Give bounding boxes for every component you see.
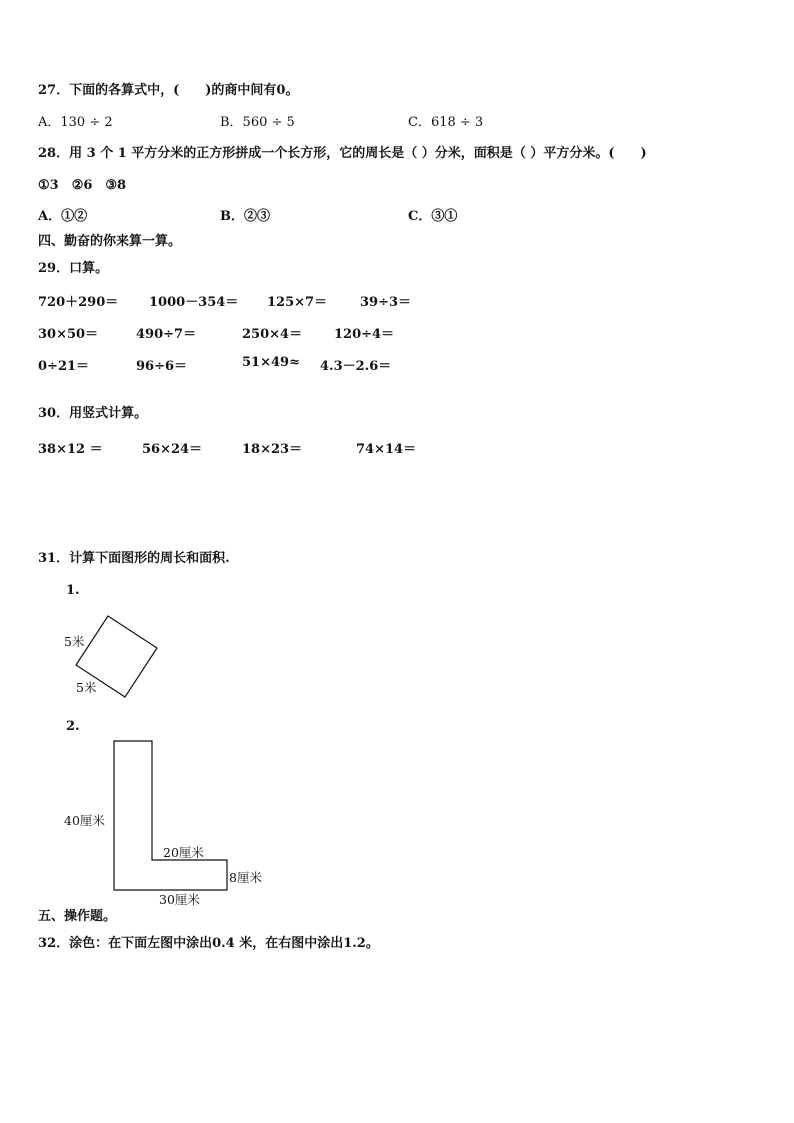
mental-math-item: 250×4＝ <box>242 327 303 342</box>
section5-heading: 五、操作题。 <box>38 909 117 924</box>
l-shape-figure <box>114 741 227 890</box>
vertical-calc-item: 18×23＝ <box>242 442 303 457</box>
mental-math-item: 51×49≈ <box>242 355 300 370</box>
q32-stem: 32．涂色：在下面左图中涂出0.4 米，在右图中涂出1.2。 <box>38 936 379 951</box>
q28-choices: ①3 ②6 ③8 <box>38 178 127 193</box>
l-shape-label-bottom: 30厘米 <box>159 892 200 907</box>
mental-math-item: 490÷7＝ <box>136 327 197 342</box>
square-side-label-top: 5米 <box>64 634 85 649</box>
mental-math-item: 125×7＝ <box>267 295 328 310</box>
q28-option-a[interactable]: A．①② <box>38 209 88 224</box>
mental-math-item: 96÷6＝ <box>136 359 188 374</box>
square-side-label-bottom: 5米 <box>76 680 97 695</box>
q28-option-c[interactable]: C．③① <box>408 209 458 224</box>
l-shape-label-right: 8厘米 <box>229 870 262 885</box>
q31-stem: 31．计算下面图形的周长和面积. <box>38 551 230 566</box>
mental-math-item: 4.3－2.6＝ <box>320 359 392 374</box>
q30-stem: 30．用竖式计算。 <box>38 406 148 421</box>
mental-math-item: 30×50＝ <box>38 327 99 342</box>
vertical-calc-item: 38×12 ＝ <box>38 442 103 457</box>
mental-math-item: 0÷21＝ <box>38 359 90 374</box>
q28-stem: 28．用 3 个 1 平方分米的正方形拼成一个长方形，它的周长是（ ）分米，面积是（ ）平方分米。( ) <box>38 146 647 161</box>
mental-math-item: 720＋290＝ <box>38 295 119 310</box>
l-shape-label-height: 40厘米 <box>64 813 105 828</box>
vertical-calc-item: 56×24＝ <box>142 442 203 457</box>
mental-math-item: 39÷3＝ <box>360 295 412 310</box>
vertical-calc-item: 74×14＝ <box>356 442 417 457</box>
q27-option-b[interactable]: B．560 ÷ 5 <box>220 115 295 130</box>
mental-math-item: 1000－354＝ <box>149 295 239 310</box>
q29-stem: 29．口算。 <box>38 261 109 276</box>
q27-option-c[interactable]: C．618 ÷ 3 <box>408 115 484 130</box>
mental-math-item: 120÷4＝ <box>334 327 395 342</box>
section4-heading: 四、勤奋的你来算一算。 <box>38 234 182 249</box>
q27-stem: 27．下面的各算式中，( )的商中间有0。 <box>38 83 299 98</box>
q27-option-a[interactable]: A．130 ÷ 2 <box>38 115 113 130</box>
q28-option-b[interactable]: B．②③ <box>220 209 270 224</box>
q31-fig1-number: 1. <box>66 583 80 598</box>
l-shape-label-inner: 20厘米 <box>163 845 204 860</box>
q31-fig2-number: 2. <box>66 719 80 734</box>
